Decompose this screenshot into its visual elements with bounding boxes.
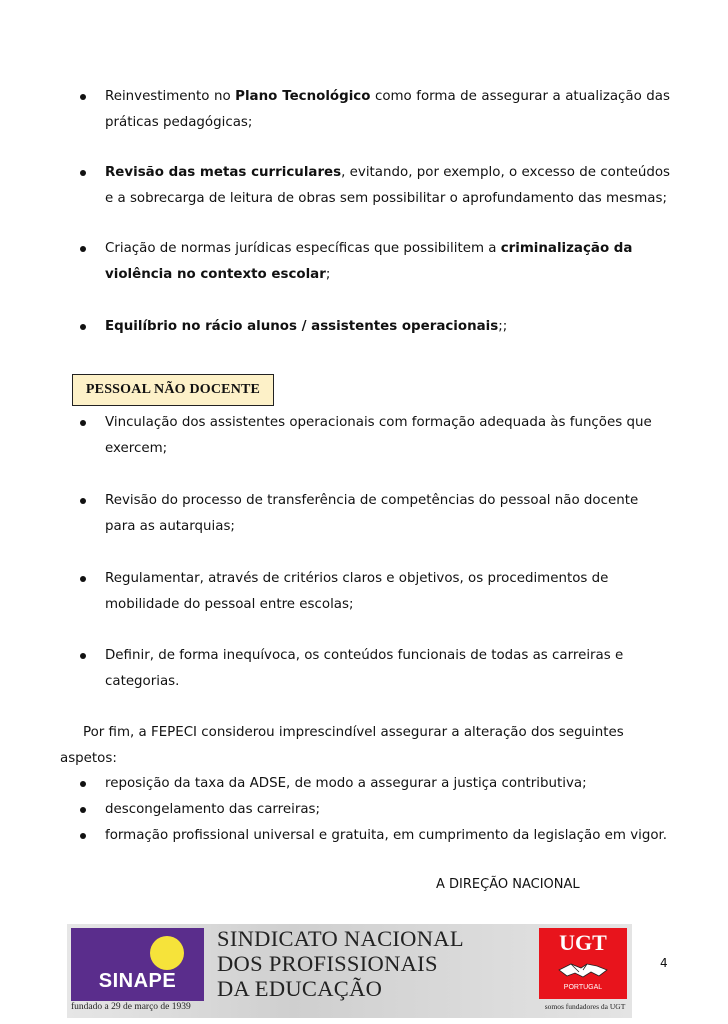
list-item: [80, 823, 680, 849]
bullet-icon: [80, 94, 86, 100]
footer-banner: [67, 924, 632, 1018]
union-name: [217, 926, 537, 1001]
list-item-text: Vinculação dos assistentes operacionais com formação adequada às funções que exercem;: [105, 415, 652, 456]
bullet-icon: [80, 420, 86, 426]
union-name-line: DOS PROFISSIONAIS: [217, 951, 438, 976]
bullet-icon: [80, 324, 86, 330]
union-name-line: SINDICATO NACIONAL: [217, 926, 464, 951]
bullet-icon: [80, 781, 86, 787]
bullet-icon: [80, 246, 86, 252]
handshake-icon: [557, 958, 609, 980]
sinape-founded-text: fundado a 29 de março de 1939: [71, 1002, 191, 1012]
list-item-text: reposição da taxa da ADSE, de modo a assegurar a justiça contributiva;: [105, 776, 587, 791]
bullet-icon: [80, 807, 86, 813]
list-item-text: descongelamento das carreiras;: [105, 802, 321, 817]
list-item-text: Reinvestimento no Plano Tecnológico como forma de assegurar a atualização das práticas pedagógicas;: [105, 89, 670, 130]
list-item: [80, 314, 670, 340]
sun-icon: [150, 936, 184, 970]
bullet-icon: [80, 653, 86, 659]
list-item: [80, 797, 680, 823]
union-name-line: DA EDUCAÇÃO: [217, 976, 383, 1001]
page-number: 4: [660, 956, 668, 970]
signature: A DIREÇÃO NACIONAL: [436, 877, 580, 892]
list-item: [80, 410, 670, 462]
list-item: [80, 236, 670, 288]
list-item: [80, 643, 670, 695]
list-item-text: Revisão das metas curriculares, evitando, por exemplo, o excesso de conteúdos e a sobrecarga de leitura de obras sem possibilitar o aprofundamento das mesmas;: [105, 165, 670, 206]
list-item-text: Equilíbrio no rácio alunos / assistentes operacionais;;: [105, 319, 508, 334]
ugt-logo: [539, 928, 627, 999]
list-item: [80, 771, 680, 797]
sinape-logo-text: SINAPE: [98, 970, 177, 992]
list-item-text: Revisão do processo de transferência de competências do pessoal não docente para as autarquias;: [105, 493, 639, 534]
list-item: [80, 84, 670, 136]
sinape-logo: [71, 928, 204, 1001]
ugt-country-text: PORTUGAL: [563, 984, 603, 991]
bullet-icon: [80, 170, 86, 176]
bullet-icon: [80, 576, 86, 582]
section-heading: PESSOAL NÃO DOCENTE: [85, 382, 261, 397]
list-item: [80, 566, 670, 618]
bullet-icon: [80, 833, 86, 839]
closing-paragraph: Por fim, a FEPECI considerou imprescindível assegurar a alteração dos seguintes aspetos:: [60, 725, 624, 766]
section-heading-box: [72, 374, 274, 406]
list-item-text: Definir, de forma inequívoca, os conteúdos funcionais de todas as carreiras e categorias.: [105, 648, 624, 689]
bullet-icon: [80, 498, 86, 504]
list-item-text: formação profissional universal e gratuita, em cumprimento da legislação em vigor.: [105, 828, 668, 843]
list-item-text: Regulamentar, através de critérios claros e objetivos, os procedimentos de mobilidade do pessoal entre escolas;: [105, 571, 609, 612]
list-item: [80, 160, 670, 212]
list-item-text: Criação de normas jurídicas específicas que possibilitem a criminalização da violência no contexto escolar;: [105, 241, 633, 282]
ugt-founders-text: somos fundadores da UGT: [544, 1002, 626, 1011]
list-item: [80, 488, 670, 540]
ugt-logo-text: UGT: [559, 930, 607, 955]
